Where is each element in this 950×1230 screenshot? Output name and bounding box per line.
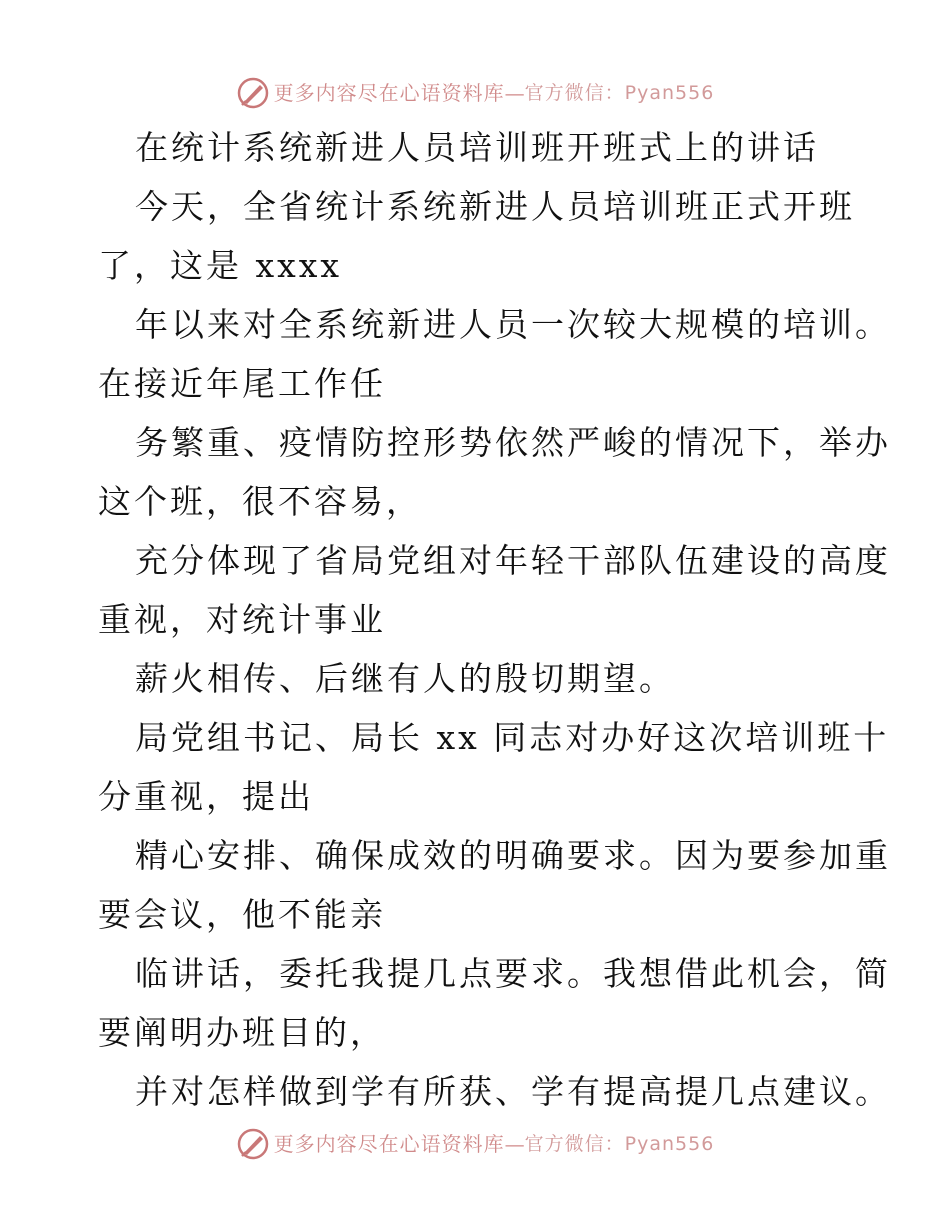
text-line: 要会议，他不能亲 xyxy=(98,895,386,934)
text-line: 并对怎样做到学有所获、学有提高提几点建议。 xyxy=(135,1072,891,1111)
watermark-separator: — xyxy=(504,81,525,105)
watermark-contact-text: 官方微信：Pyan556 xyxy=(524,82,715,104)
text-line: 临讲话，委托我提几点要求。我想借此机会，简 xyxy=(135,954,891,993)
text-line: 今天，全省统计系统新进人员培训班正式开班 xyxy=(135,187,855,226)
footer-watermark xyxy=(0,1127,950,1161)
text-line: 分重视，提出 xyxy=(98,777,314,816)
watermark-brand-text: 更多内容尽在心语资料库 xyxy=(273,81,505,105)
text-line: 薪火相传、后继有人的殷切期望。 xyxy=(135,659,675,698)
feather-pen-logo-icon xyxy=(236,76,270,110)
document-body xyxy=(0,118,950,1121)
text-line: 在接近年尾工作任 xyxy=(98,364,386,403)
text-line: 要阐明办班目的， xyxy=(98,1013,386,1052)
text-line: 重视，对统计事业 xyxy=(98,600,386,639)
document-title: 在统计系统新进人员培训班开班式上的讲话 xyxy=(135,128,819,167)
watermark-contact-text: 官方微信：Pyan556 xyxy=(524,1133,715,1155)
watermark-separator: — xyxy=(504,1132,525,1156)
header-watermark xyxy=(0,76,950,110)
feather-pen-logo-icon xyxy=(236,1127,270,1161)
text-line: 精心安排、确保成效的明确要求。因为要参加重 xyxy=(135,836,891,875)
text-line: 这个班，很不容易， xyxy=(98,482,422,521)
watermark-brand-text: 更多内容尽在心语资料库 xyxy=(273,1132,505,1156)
text-line: 局党组书记、局长 xx 同志对办好这次培训班十 xyxy=(135,718,890,757)
text-line: 充分体现了省局党组对年轻干部队伍建设的高度 xyxy=(135,541,891,580)
text-line: 了，这是 xxxx xyxy=(98,246,342,285)
text-line: 年以来对全系统新进人员一次较大规模的培训。 xyxy=(135,305,891,344)
text-line: 务繁重、疫情防控形势依然严峻的情况下，举办 xyxy=(135,423,891,462)
